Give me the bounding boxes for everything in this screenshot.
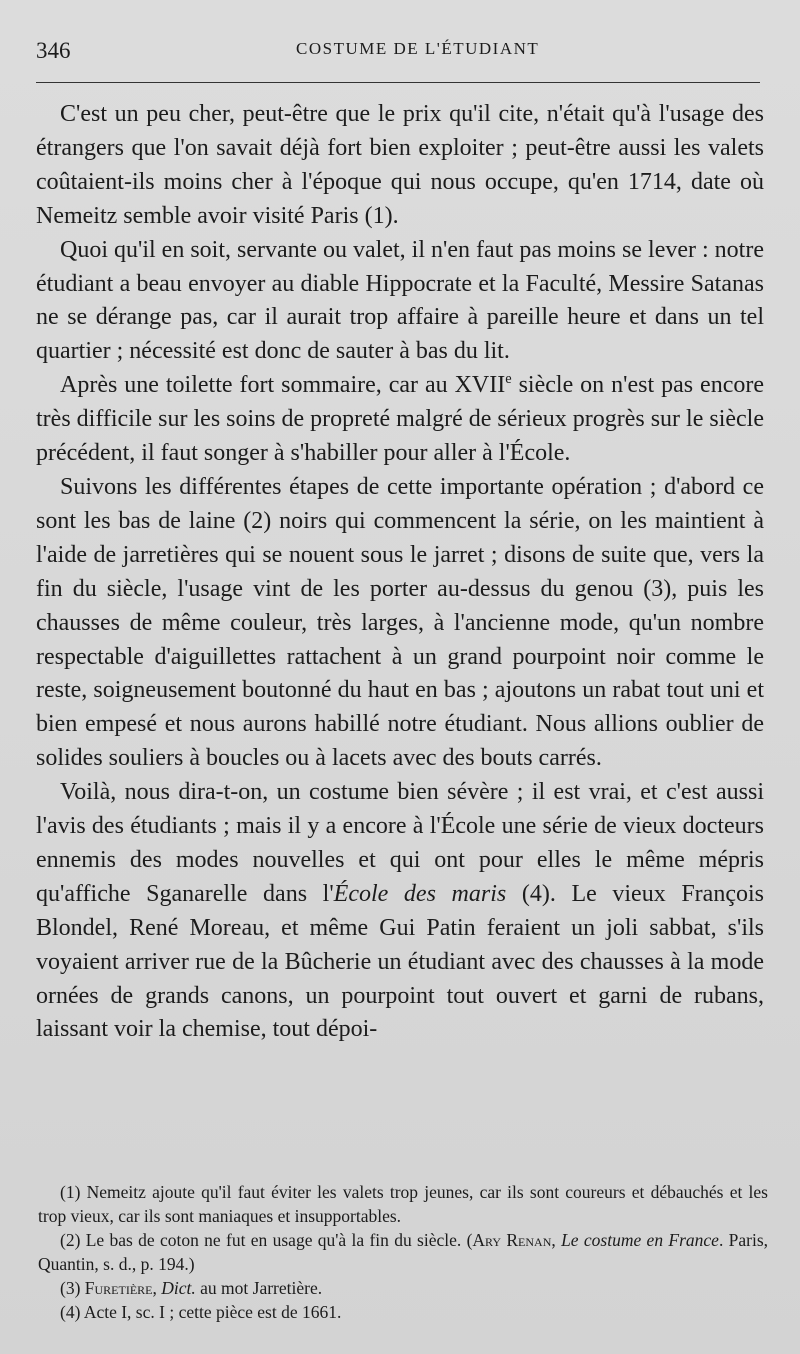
paragraph: C'est un peu cher, peut-être que le prix qu'il cite, n'était qu'à l'usage des étrangers que l'on savait déjà fort bien exploiter ; peut-être aussi les valets coûtaient-ils moins cher à l'époque qui nous occupe, qu'en 1714, date où Nemeitz semble avoir visité Paris (1). — [36, 101, 764, 229]
text-run: Voilà, nous dira-t-on, un costume bien sévère ; il est vrai, et c'est aussi l'avis des étudiants ; mais il y a encore à l'École une série de vieux docteurs ennemis des modes nouvelles et qui ont pour elles le même mépris qu'affiche Sganarelle dans l' — [36, 779, 764, 907]
italic-title: Dict. — [161, 1278, 196, 1298]
paragraph: Suivons les différentes étapes de cette importante opération ; d'abord ce sont les bas de laine (2) noirs qui commencent la série, on les maintient à l'aide de jarretières qui se nouent sous le jarret ; disons de suite que, vers la fin du siècle, l'usage vint de les porter au-dessus du genou (3), puis les chausses de même couleur, très larges, à l'ancienne mode, qu'un nombre respectable d'aiguillettes rattachent à un grand pourpoint noir comme le reste, soigneusement boutonné du haut en bas ; ajoutons un rabat tout uni et bien empesé et nous aurons habillé notre étudiant. Nous allions oublier de solides souliers à boucles ou à lacets avec des bouts carrés. — [36, 473, 764, 772]
footnotes — [38, 1180, 768, 1324]
running-head: COSTUME DE L'ÉTUDIANT — [296, 39, 540, 58]
text-run: (4). Le vieux François Blondel, René Moreau, et même Gui Patin feraient un joli sabbat, s'ils voyaient arriver rue de la Bûcherie un étudiant avec des chausses à la mode ornées de grands canons, un pourpoint tout ouvert et garni de rubans, laissant voir la chemise, tout dépoi- — [36, 880, 764, 1043]
paragraph — [36, 776, 764, 1047]
footnote: (1) Nemeitz ajoute qu'il faut éviter les valets trop jeunes, car ils sont coureurs et débauchés et les trop vieux, car ils sont maniaques et insupportables. — [38, 1182, 768, 1226]
italic-title: Le costume en France — [561, 1230, 719, 1250]
footnote: (4) Acte I, sc. I ; cette pièce est de 1661. — [60, 1302, 342, 1322]
footnote — [38, 1276, 768, 1300]
text-run: (2) Le bas de coton ne fut en usage qu'à la fin du siècle. ( — [60, 1230, 473, 1250]
main-text — [36, 98, 764, 1047]
text-run: Après une toilette fort sommaire, car au XVII — [60, 372, 506, 399]
text-run: . Paris, Quantin, s. d., p. 194.) — [38, 1230, 769, 1274]
text-run: , — [152, 1278, 162, 1298]
header-rule — [36, 82, 760, 83]
author-name: Ary Renan — [472, 1230, 552, 1250]
page-number: 346 — [36, 38, 71, 63]
page-header — [36, 36, 760, 76]
superscript: e — [505, 371, 512, 388]
text-run: siècle on n'est pas encore très difficile sur les soins de propreté malgré de sérieux progrès sur le siècle précédent, il faut songer à s'habiller pour aller à l'École. — [36, 372, 764, 467]
author-name: (3) Furetière — [60, 1278, 153, 1298]
text-run: , — [551, 1230, 562, 1250]
italic-title: École des maris — [333, 880, 507, 907]
paragraph: Quoi qu'il en soit, servante ou valet, il n'en faut pas moins se lever : notre étudiant a beau envoyer au diable Hippocrate et la Faculté, Messire Satanas ne se dérange pas, car il aurait trop affaire à pareille heure et dans un tel quartier ; nécessité est donc de sauter à bas du lit. — [36, 236, 764, 365]
text-run: au mot Jarretière. — [195, 1278, 323, 1298]
paragraph — [36, 369, 764, 471]
footnote — [38, 1228, 768, 1276]
